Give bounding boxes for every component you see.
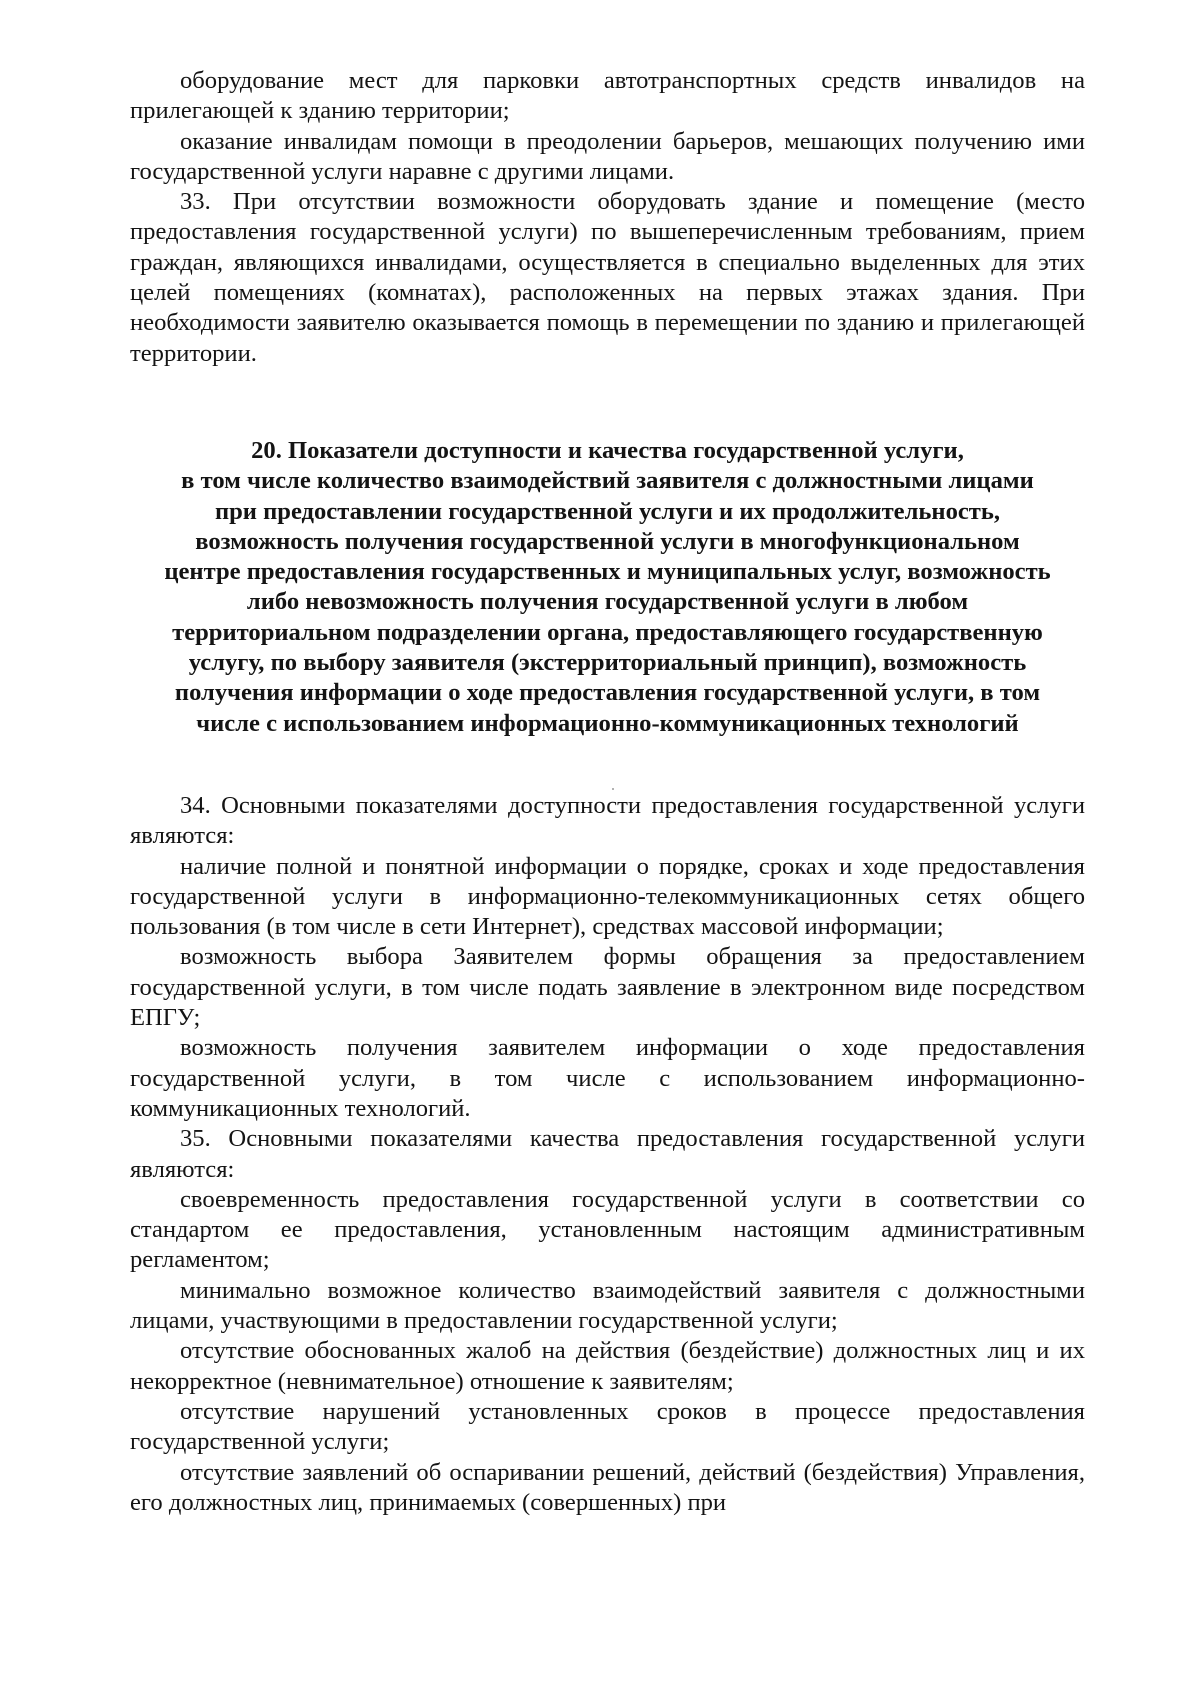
paragraph-no-violations: отсутствие нарушений установленных сроков в процессе предоставления государственной услуги; [130,1397,1085,1456]
heading-line: территориальном подразделении органа, предоставляющего государственную [172,618,1043,646]
scan-speck [612,788,614,790]
heading-line: числе с использованием информационно-коммуникационных технологий [196,709,1019,737]
paragraph-full-info: наличие полной и понятной информации о порядке, сроках и ходе предоставления государственной услуги в информационно-телекоммуникационных сетях общего пользования (в том числе в сети Интернет), средствах массовой информации; [130,852,1085,941]
paragraph-assistance: оказание инвалидам помощи в преодолении барьеров, мешающих получению ими государственной услуги наравне с другими лицами. [130,127,1085,185]
heading-line: при предоставлении государственной услуги и их продолжительность, [214,497,1001,525]
heading-line: услугу, по выбору заявителя (экстерриториальный принцип), возможность [188,649,1027,677]
paragraph-34: 34. Основными показателями доступности предоставления государственной услуги являются: [130,792,1085,850]
paragraph-progress-info: возможность получения заявителем информации о ходе предоставления государственной услуги, в том числе с использованием информационно-коммуникационных технологий. [130,1034,1085,1122]
paragraph-35: 35. Основными показателями качества предоставления государственной услуги являются: [130,1125,1085,1183]
section-heading-20 [120,436,1095,739]
paragraph-timeliness: своевременность предоставления государственной услуги в соответствии со стандартом ее предоставления, установленным настоящим административным регламентом; [130,1185,1085,1274]
paragraph-no-complaints: отсутствие обоснованных жалоб на действия (бездействие) должностных лиц и их некорректное (невнимательное) отношение к заявителям; [130,1337,1085,1395]
heading-line: 20. Показатели доступности и качества государственной услуги, [251,437,964,464]
paragraph-parking: оборудование мест для парковки автотранспортных средств инвалидов на прилегающей к зданию территории; [130,67,1085,125]
heading-line: получения информации о ходе предоставления государственной услуги, в том [174,679,1041,707]
heading-line: центре предоставления государственных и муниципальных услуг, возможность [164,558,1051,586]
heading-line: в том числе количество взаимодействий заявителя с должностными лицами [181,467,1034,495]
paragraph-no-disputes: отсутствие заявлений об оспаривании решений, действий (бездействия) Управления, его должностных лиц, принимаемых (совершенных) при [130,1458,1085,1516]
paragraph-form-choice: возможность выбора Заявителем формы обращения за предоставлением государственной услуги, в том числе подать заявление в электронном виде посредством ЕПГУ; [130,943,1085,1032]
paragraph-33: 33. При отсутствии возможности оборудовать здание и помещение (место предоставления государственной услуги) по вышеперечисленным требованиям, прием граждан, являющихся инвалидами, осуществляется в специально выделенных для этих целей помещениях (комнатах), расположенных на первых этажах здания. При необходимости заявителю оказывается помощь в перемещении по зданию и прилегающей территории. [130,188,1085,367]
bottom-text-block [130,791,1085,1518]
top-text-block [130,66,1085,369]
paragraph-min-interactions: минимально возможное количество взаимодействий заявителя с должностными лицами, участвующими в предоставлении государственной услуги; [130,1276,1085,1335]
heading-line: либо невозможность получения государственной услуги в любом [246,588,969,616]
heading-line: возможность получения государственной услуги в многофункциональном [195,527,1020,555]
